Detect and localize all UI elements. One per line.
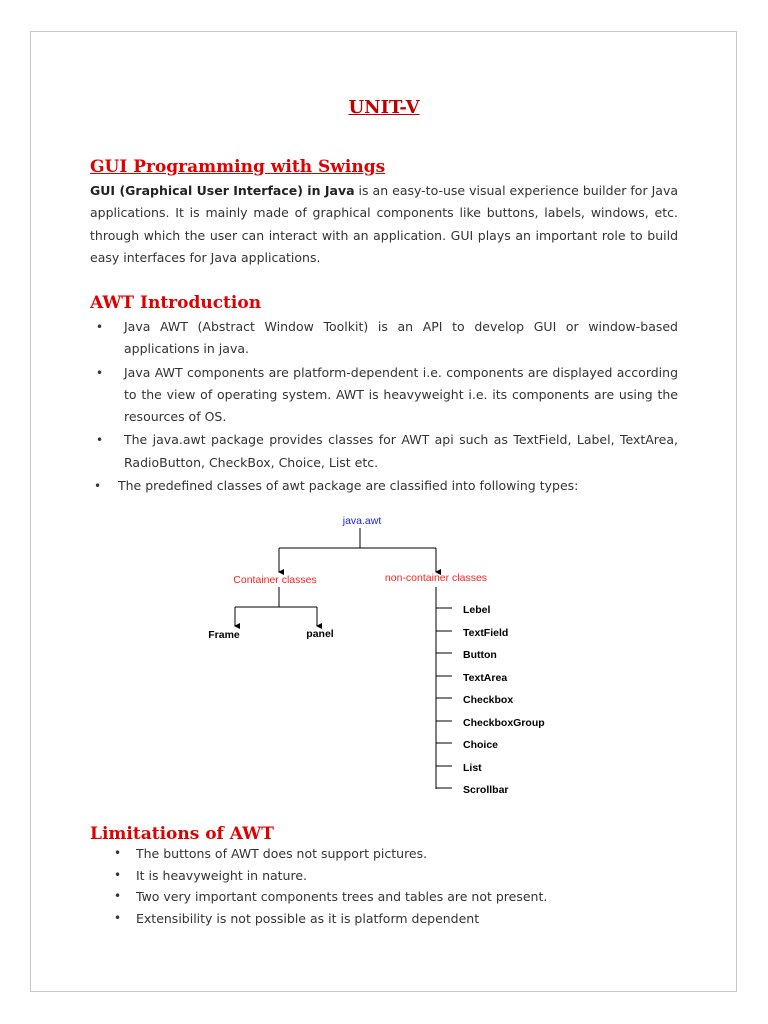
leaf-label: Button <box>463 649 497 661</box>
bullet: • <box>96 433 104 448</box>
panel-label: panel <box>306 628 334 640</box>
list-item-text: Extensibility is not possible as it is platform dependent <box>136 910 480 926</box>
list-item-text: The predefined classes of awt package are classified into following types: <box>118 478 579 494</box>
root-node-label: java.awt <box>342 515 382 527</box>
list-item-text: Java AWT components are platform-dependent i.e. components are displayed according to the view of operating system. AWT is heavyweight i.e. its components are using the resources of OS. <box>124 364 678 425</box>
list-item <box>108 908 668 930</box>
list-item <box>108 865 668 887</box>
leaf-label: TextArea <box>463 672 508 684</box>
leaf-label: Scrollbar <box>463 784 509 796</box>
list-item-text: Two very important components trees and tables are not present. <box>136 889 548 905</box>
list-item-text: Java AWT (Abstract Window Toolkit) is an API to develop GUI or window-based applications in java. <box>124 319 678 357</box>
leaf-label: Lebel <box>463 604 491 616</box>
limitations-heading: Limitations of AWT <box>90 824 274 844</box>
bullet: • <box>114 910 122 925</box>
bullet: • <box>114 889 122 904</box>
leaf-label: CheckboxGroup <box>463 717 545 729</box>
list-item <box>108 886 668 908</box>
container-classes-label: Container classes <box>233 574 317 586</box>
gui-body-text: is an easy-to-use visual experience builder for Java applications. It is mainly made of graphical components like buttons, labels, windows, etc. through which the user can interact with an application. GUI plays an important role to build easy interfaces for Java applications. <box>90 183 678 265</box>
list-item <box>108 843 668 865</box>
leaf-label: Choice <box>463 739 499 751</box>
awt-heading: AWT Introduction <box>90 293 262 313</box>
bullet: • <box>96 365 104 380</box>
bullet: • <box>94 479 102 494</box>
bullet: • <box>114 867 122 882</box>
gui-lead-bold: GUI (Graphical User Interface) in Java <box>90 183 355 198</box>
limitations-list <box>108 843 668 929</box>
list-item-text: It is heavyweight in nature. <box>136 867 308 883</box>
bullet: • <box>114 846 122 860</box>
unit-title: UNIT-V <box>348 97 420 118</box>
non-container-classes-label: non-container classes <box>384 572 488 584</box>
leaf-label: TextField <box>463 627 509 639</box>
leaf-label: List <box>463 762 482 774</box>
list-item-text: The java.awt package provides classes for AWT api such as TextField, Label, TextArea, RadioButton, CheckBox, Choice, List etc. <box>124 432 678 470</box>
leaf-label: Checkbox <box>463 694 514 706</box>
gui-heading: GUI Programming with Swings <box>90 157 386 177</box>
frame-label: Frame <box>208 629 240 641</box>
list-item-text: The buttons of AWT does not support pictures. <box>136 846 428 861</box>
bullet: • <box>96 320 104 334</box>
